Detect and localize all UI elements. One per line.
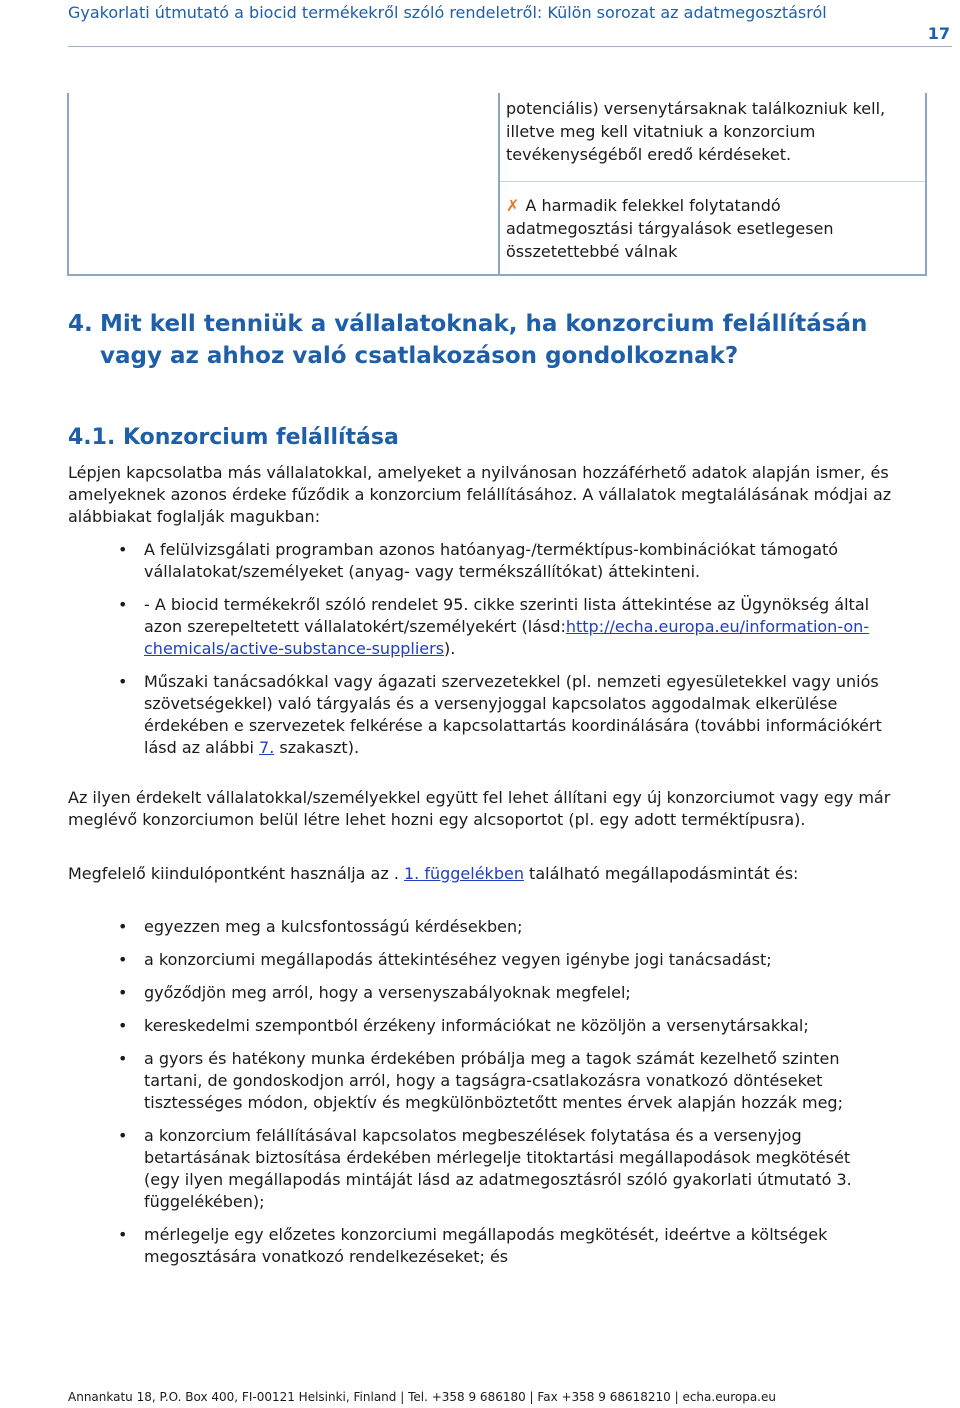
table-cell-disadvantage	[506, 194, 906, 263]
disadvantage-text: A harmadik felekkel folytatandó adatmegosztási tárgyalások esetlegesen összetettebbé válnak	[506, 196, 834, 261]
list-item: • kereskedelmi szempontból érzékeny információkat ne közöljön a versenytársakkal;	[68, 1015, 888, 1037]
page-header	[68, 0, 952, 47]
intro-paragraph: Lépjen kapcsolatba más vállalatokkal, amelyeket a nyilvánosan hozzáférhető adatok alapján ismer, és amelyeknek azonos érdeke fűződik a konzorcium felállításához. A vállalatok megtalálásának módjai az alábbiakat foglalják magukban:	[68, 463, 892, 526]
pros-cons-table	[67, 93, 927, 276]
appendix-1-link[interactable]: 1. függelékben	[403, 864, 524, 883]
list-item: • a konzorcium felállításával kapcsolatos megbeszélések folytatása és a versenyjog betartásának biztosítása érdekében mérlegelje titoktartási megállapodások megkötését (egy ilyen megállapodás mintáját lásd az adatmegosztásról szóló gyakorlati útmutató 3. függelékében);	[68, 1125, 888, 1213]
section-title: Mit kell tenniük a vállalatoknak, ha konzorcium felállításán vagy az ahhoz való csatlakozáson gondolkoznak?	[100, 311, 868, 369]
list-item-text: A felülvizsgálati programban azonos hatóanyag-/terméktípus-kombinációkat támogató vállalatokat/személyeket (anyag- vagy termékszállítókat) áttekinteni.	[144, 540, 839, 581]
page-footer: Annankatu 18, P.O. Box 400, FI-00121 Helsinki, Finland | Tel. +358 9 686180 | Fax +358 9 68618210 | echa.europa.eu	[68, 1390, 776, 1404]
list-item	[68, 671, 888, 759]
list-item-text: Műszaki tanácsadókkal vagy ágazati szervezetekkel (pl. nemzeti egyesületekkel vagy uniós szövetségekkel) való tárgyalás és a versenyjoggal kapcsolatos aggodalmak elkerülése érdekében e szervezetek felkérése a kapcsolattartás koordinálására (további információkért lásd az alábbi	[144, 672, 882, 757]
subsection-heading: 4.1. Konzorcium felállítása	[68, 425, 399, 450]
document-title: Gyakorlati útmutató a biocid termékekről szóló rendeletről: Külön sorozat az adatmegosztásról	[68, 3, 827, 22]
table-cell-text: potenciális) versenytársaknak találkozniuk kell, illetve meg kell vitatniuk a konzorcium tevékenységéből eredő kérdéseket.	[506, 99, 886, 164]
list-item: • győződjön meg arról, hogy a versenyszabályoknak megfelel;	[68, 982, 888, 1004]
list-item: • a gyors és hatékony munka érdekében próbálja meg a tagok számát kezelhető szinten tartani, de gondoskodjon arról, hogy a tagságra-csatlakozásra vonatkozó döntéseket tisztességes módon, objektív és megkülönböztetőtt mentes érvek alapján hozzák meg;	[68, 1048, 888, 1114]
list-item-text: - A biocid termékekről szóló rendelet 95. cikke szerinti lista áttekintése az Ügynökség által azon szerepeltetett vállalatokért/személyekért (lásd:	[144, 595, 870, 636]
list-item: • egyezzen meg a kulcsfontosságú kérdésekben;	[68, 916, 888, 938]
section-7-link[interactable]: 7.	[259, 738, 275, 757]
bullet-list-steps	[68, 916, 888, 1279]
starting-point-paragraph	[68, 863, 948, 885]
echa-suppliers-link[interactable]: http://echa.europa.eu/information-on-chemicals/active-substance-suppliers	[144, 617, 870, 658]
consortium-paragraph: Az ilyen érdekelt vállalatokkal/személyekkel együtt fel lehet állítani egy új konzorciumot vagy egy már meglévő konzorciumon belül létre lehet hozni egy alcsoportot (pl. egy adott terméktípusra).	[68, 788, 891, 829]
cross-mark-icon: ✗	[506, 196, 520, 215]
bullet-list-methods	[68, 539, 888, 770]
list-item: • a konzorciumi megállapodás áttekintéséhez vegyen igénybe jogi tanácsadást;	[68, 949, 888, 971]
table-row-divider	[500, 181, 925, 182]
list-item-text: ).	[444, 639, 456, 658]
page-number: 17	[927, 24, 950, 43]
paragraph-text: Megfelelő kiindulópontként használja az .	[68, 864, 404, 883]
paragraph-text: található megállapodásmintát és:	[523, 864, 799, 883]
table-column-divider	[498, 93, 500, 274]
list-item	[68, 539, 888, 583]
list-item	[68, 594, 888, 660]
list-item: • mérlegelje egy előzetes konzorciumi megállapodás megkötését, ideértve a költségek megosztására vonatkozó rendelkezéseket; és	[68, 1224, 888, 1268]
list-item-text: szakaszt).	[274, 738, 360, 757]
section-heading	[68, 308, 928, 372]
section-number: 4.	[68, 311, 93, 337]
